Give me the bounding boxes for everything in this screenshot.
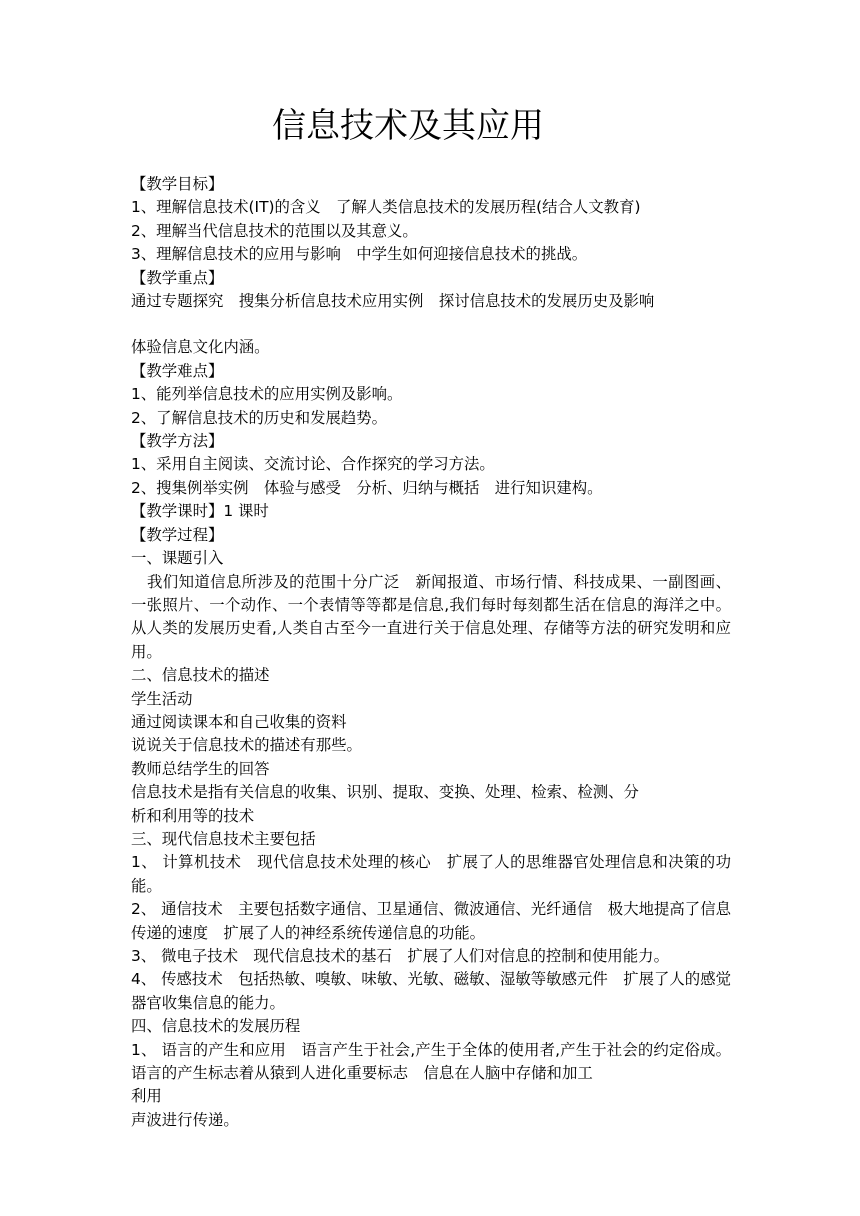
- modern-it-item-sensing: 4、 传感技术 包括热敏、嗅敏、味敏、光敏、磁敏、湿敏等敏感元件 扩展了人的感觉器官收集信息的能力。: [131, 970, 731, 1012]
- section-heading-process: 【教学过程】: [131, 525, 224, 544]
- definition-text-continued: 析和利用等的技术: [131, 806, 255, 825]
- subsection-heading-description: 二、信息技术的描述: [131, 666, 270, 685]
- section-heading-class-hours: 【教学课时】1 课时: [131, 502, 269, 521]
- blank-line: [131, 313, 731, 336]
- activity-text: 说说关于信息技术的描述有那些。: [131, 736, 362, 755]
- difficulty-item: 1、能列举信息技术的应用实例及影响。: [131, 385, 403, 404]
- subsection-heading-modern-it: 三、现代信息技术主要包括: [131, 829, 316, 848]
- modern-it-item-microelectronics: 3、 微电子技术 现代信息技术的基石 扩展了人们对信息的控制和使用能力。: [131, 947, 669, 965]
- history-text-continued: 声波进行传递。: [131, 1110, 239, 1129]
- activity-text: 通过阅读课本和自己收集的资料: [131, 712, 347, 731]
- student-activity-label: 学生活动: [131, 689, 193, 708]
- section-heading-difficulties: 【教学难点】: [131, 361, 224, 380]
- goal-item: 2、理解当代信息技术的范围以及其意义。: [131, 221, 418, 240]
- section-heading-teaching-goals: 【教学目标】: [131, 175, 224, 193]
- history-text-continued: 利用: [131, 1087, 162, 1106]
- section-heading-methods: 【教学方法】: [131, 432, 224, 451]
- key-points-text-continued: 体验信息文化内涵。: [131, 338, 270, 357]
- subsection-heading-history: 四、信息技术的发展历程: [131, 1017, 301, 1036]
- key-points-text: 通过专题探究 搜集分析信息技术应用实例 探讨信息技术的发展历史及影响: [131, 292, 655, 311]
- difficulty-item: 2、了解信息技术的历史和发展趋势。: [131, 408, 388, 427]
- teacher-summary-label: 教师总结学生的回答: [131, 759, 270, 778]
- definition-text: 信息技术是指有关信息的收集、识别、提取、变换、处理、检索、检测、分: [131, 783, 639, 802]
- history-item-language: 1、 语言的产生和应用 语言产生于社会,产生于全体的使用者,产生于社会的约定俗成。语言的产生标志着从猿到人进化重要标志 信息在人脑中存储和加工: [131, 1040, 731, 1083]
- method-item: 1、采用自主阅读、交流讨论、合作探究的学习方法。: [131, 455, 495, 474]
- modern-it-item-communication: 2、 通信技术 主要包括数字通信、卫星通信、微波通信、光纤通信 极大地提高了信息传递的速度 扩展了人的神经系统传递信息的功能。: [131, 900, 731, 942]
- document-title: 信息技术及其应用: [272, 106, 544, 146]
- introduction-paragraph: 我们知道信息所涉及的范围十分广泛 新闻报道、市场行情、科技成果、一副图画、一张照片、一个动作、一个表情等等都是信息,我们每时每刻都生活在信息的海洋之中。从人类的发展历史看,人类自古至今一直进行关于信息处理、存储等方法的研究发明和应用。: [131, 572, 731, 661]
- subsection-heading-introduction: 一、课题引入: [131, 549, 224, 568]
- document-body: [131, 173, 731, 1132]
- section-heading-key-points: 【教学重点】: [131, 268, 224, 287]
- goal-item: 3、理解信息技术的应用与影响 中学生如何迎接信息技术的挑战。: [131, 245, 588, 264]
- modern-it-item-computer: 1、 计算机技术 现代信息技术处理的核心 扩展了人的思维器官处理信息和决策的功能。: [131, 853, 731, 895]
- goal-item: 1、理解信息技术(IT)的含义 了解人类信息技术的发展历程(结合人文教育): [131, 198, 641, 217]
- method-item: 2、搜集例举实例 体验与感受 分析、归纳与概括 进行知识建构。: [131, 478, 603, 497]
